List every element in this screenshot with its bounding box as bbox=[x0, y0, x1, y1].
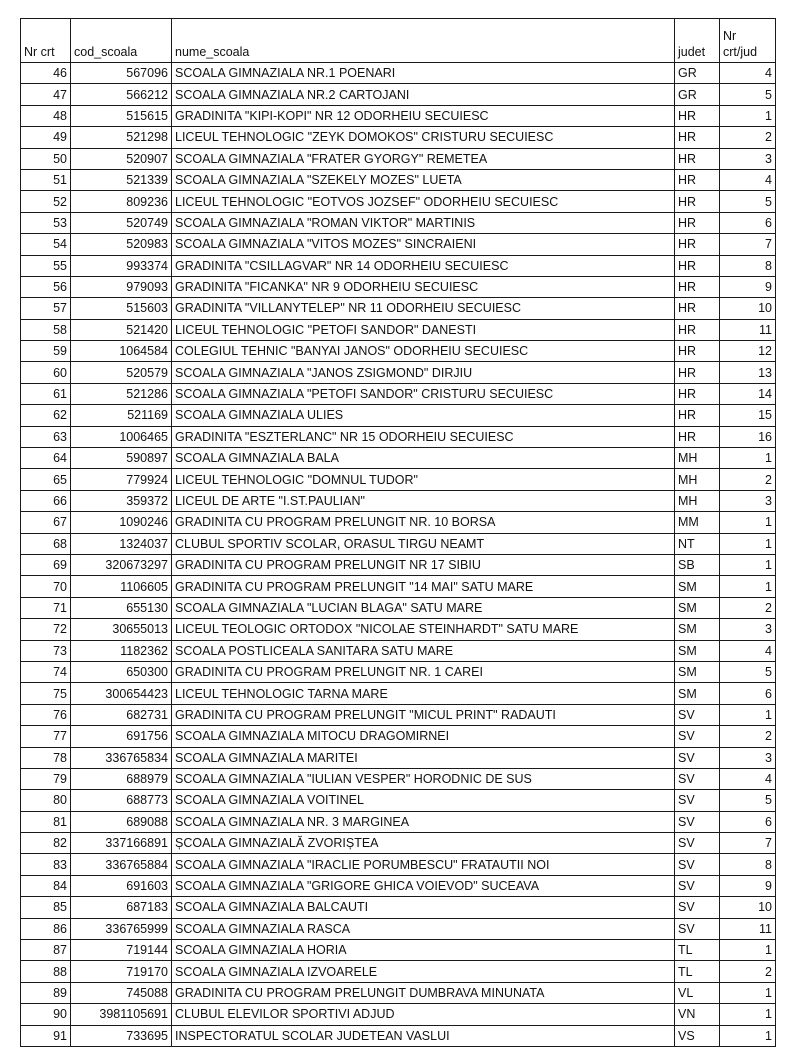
cell-nr-crt-jud: 1 bbox=[720, 704, 776, 725]
table-row bbox=[21, 1004, 776, 1025]
cell-cod-scoala: 691756 bbox=[71, 726, 172, 747]
table-row bbox=[21, 982, 776, 1003]
cell-judet: SM bbox=[675, 597, 720, 618]
cell-judet: NT bbox=[675, 533, 720, 554]
cell-judet: HR bbox=[675, 426, 720, 447]
cell-nume-scoala: SCOALA GIMNAZIALA NR.2 CARTOJANI bbox=[172, 84, 675, 105]
cell-nr-crt: 66 bbox=[21, 490, 71, 511]
cell-nr-crt: 60 bbox=[21, 362, 71, 383]
cell-judet: SV bbox=[675, 897, 720, 918]
cell-nume-scoala: LICEUL DE ARTE "I.ST.PAULIAN" bbox=[172, 490, 675, 511]
cell-nume-scoala: SCOALA GIMNAZIALA "IRACLIE PORUMBESCU" FRATAUTII NOI bbox=[172, 854, 675, 875]
table-row bbox=[21, 105, 776, 126]
header-cod-scoala: cod_scoala bbox=[71, 19, 172, 63]
cell-judet: HR bbox=[675, 105, 720, 126]
table-row bbox=[21, 918, 776, 939]
table-row bbox=[21, 63, 776, 84]
cell-cod-scoala: 520749 bbox=[71, 212, 172, 233]
cell-judet: SM bbox=[675, 576, 720, 597]
table-row bbox=[21, 234, 776, 255]
cell-nr-crt-jud: 4 bbox=[720, 768, 776, 789]
table-row bbox=[21, 1025, 776, 1046]
table-row bbox=[21, 768, 776, 789]
table-row bbox=[21, 533, 776, 554]
cell-nr-crt-jud: 2 bbox=[720, 469, 776, 490]
cell-cod-scoala: 745088 bbox=[71, 982, 172, 1003]
table-row bbox=[21, 640, 776, 661]
table-row bbox=[21, 554, 776, 575]
schools-table bbox=[20, 18, 776, 1047]
cell-nume-scoala: LICEUL TEHNOLOGIC "EOTVOS JOZSEF" ODORHEIU SECUIESC bbox=[172, 191, 675, 212]
cell-nume-scoala: GRADINITA "ESZTERLANC" NR 15 ODORHEIU SECUIESC bbox=[172, 426, 675, 447]
cell-nr-crt: 79 bbox=[21, 768, 71, 789]
cell-cod-scoala: 655130 bbox=[71, 597, 172, 618]
table-row bbox=[21, 212, 776, 233]
cell-cod-scoala: 687183 bbox=[71, 897, 172, 918]
cell-cod-scoala: 1064584 bbox=[71, 341, 172, 362]
cell-nume-scoala: SCOALA GIMNAZIALA ULIES bbox=[172, 405, 675, 426]
cell-nr-crt: 64 bbox=[21, 448, 71, 469]
cell-nr-crt: 76 bbox=[21, 704, 71, 725]
cell-nr-crt-jud: 1 bbox=[720, 982, 776, 1003]
cell-nr-crt: 73 bbox=[21, 640, 71, 661]
header-nr-crt: Nr crt bbox=[21, 19, 71, 63]
table-row bbox=[21, 747, 776, 768]
cell-nume-scoala: SCOALA GIMNAZIALA VOITINEL bbox=[172, 790, 675, 811]
cell-nr-crt: 47 bbox=[21, 84, 71, 105]
cell-nr-crt: 88 bbox=[21, 961, 71, 982]
cell-nume-scoala: SCOALA GIMNAZIALA NR.1 POENARI bbox=[172, 63, 675, 84]
cell-nr-crt: 85 bbox=[21, 897, 71, 918]
cell-judet: SB bbox=[675, 554, 720, 575]
cell-nume-scoala: ȘCOALA GIMNAZIALĂ ZVORIȘTEA bbox=[172, 833, 675, 854]
cell-nr-crt-jud: 5 bbox=[720, 661, 776, 682]
cell-cod-scoala: 336765834 bbox=[71, 747, 172, 768]
cell-nume-scoala: SCOALA GIMNAZIALA "FRATER GYORGY" REMETEA bbox=[172, 148, 675, 169]
cell-nr-crt-jud: 7 bbox=[720, 234, 776, 255]
cell-cod-scoala: 515603 bbox=[71, 298, 172, 319]
cell-judet: HR bbox=[675, 362, 720, 383]
cell-judet: HR bbox=[675, 169, 720, 190]
cell-nr-crt-jud: 10 bbox=[720, 298, 776, 319]
cell-nr-crt-jud: 1 bbox=[720, 576, 776, 597]
cell-cod-scoala: 689088 bbox=[71, 811, 172, 832]
cell-judet: HR bbox=[675, 255, 720, 276]
cell-nr-crt: 46 bbox=[21, 63, 71, 84]
cell-nr-crt-jud: 5 bbox=[720, 191, 776, 212]
cell-nr-crt-jud: 10 bbox=[720, 897, 776, 918]
cell-cod-scoala: 993374 bbox=[71, 255, 172, 276]
cell-judet: VN bbox=[675, 1004, 720, 1025]
cell-nume-scoala: LICEUL TEOLOGIC ORTODOX "NICOLAE STEINHARDT" SATU MARE bbox=[172, 619, 675, 640]
cell-nr-crt: 78 bbox=[21, 747, 71, 768]
cell-judet: SM bbox=[675, 661, 720, 682]
table-row bbox=[21, 961, 776, 982]
cell-nr-crt: 53 bbox=[21, 212, 71, 233]
cell-judet: VS bbox=[675, 1025, 720, 1046]
cell-nume-scoala: SCOALA GIMNAZIALA MITOCU DRAGOMIRNEI bbox=[172, 726, 675, 747]
cell-nr-crt: 68 bbox=[21, 533, 71, 554]
cell-nr-crt-jud: 1 bbox=[720, 1025, 776, 1046]
table-row bbox=[21, 255, 776, 276]
header-judet: judet bbox=[675, 19, 720, 63]
cell-nr-crt-jud: 11 bbox=[720, 918, 776, 939]
cell-nr-crt-jud: 5 bbox=[720, 790, 776, 811]
cell-nr-crt-jud: 6 bbox=[720, 683, 776, 704]
cell-nr-crt: 82 bbox=[21, 833, 71, 854]
cell-nr-crt: 87 bbox=[21, 940, 71, 961]
table-row bbox=[21, 319, 776, 340]
cell-judet: SV bbox=[675, 726, 720, 747]
cell-cod-scoala: 521298 bbox=[71, 127, 172, 148]
table-row bbox=[21, 683, 776, 704]
cell-nume-scoala: SCOALA GIMNAZIALA "JANOS ZSIGMOND" DIRJIU bbox=[172, 362, 675, 383]
cell-judet: HR bbox=[675, 212, 720, 233]
cell-nume-scoala: LICEUL TEHNOLOGIC "ZEYK DOMOKOS" CRISTURU SECUIESC bbox=[172, 127, 675, 148]
cell-nr-crt-jud: 3 bbox=[720, 148, 776, 169]
cell-nr-crt-jud: 1 bbox=[720, 512, 776, 533]
cell-nume-scoala: GRADINITA CU PROGRAM PRELUNGIT NR. 10 BORSA bbox=[172, 512, 675, 533]
cell-nume-scoala: LICEUL TEHNOLOGIC TARNA MARE bbox=[172, 683, 675, 704]
cell-nr-crt: 58 bbox=[21, 319, 71, 340]
cell-nr-crt-jud: 2 bbox=[720, 127, 776, 148]
cell-judet: HR bbox=[675, 319, 720, 340]
table-row bbox=[21, 426, 776, 447]
cell-nume-scoala: SCOALA GIMNAZIALA IZVOARELE bbox=[172, 961, 675, 982]
cell-nume-scoala: SCOALA GIMNAZIALA RASCA bbox=[172, 918, 675, 939]
cell-nr-crt-jud: 3 bbox=[720, 490, 776, 511]
cell-nume-scoala: INSPECTORATUL SCOLAR JUDETEAN VASLUI bbox=[172, 1025, 675, 1046]
table-row bbox=[21, 875, 776, 896]
cell-nume-scoala: SCOALA GIMNAZIALA NR. 3 MARGINEA bbox=[172, 811, 675, 832]
table-row bbox=[21, 854, 776, 875]
cell-nr-crt: 77 bbox=[21, 726, 71, 747]
cell-nr-crt: 50 bbox=[21, 148, 71, 169]
cell-cod-scoala: 521286 bbox=[71, 383, 172, 404]
table-row bbox=[21, 490, 776, 511]
table-row bbox=[21, 661, 776, 682]
table-row bbox=[21, 897, 776, 918]
cell-cod-scoala: 779924 bbox=[71, 469, 172, 490]
table-row bbox=[21, 811, 776, 832]
cell-nume-scoala: SCOALA GIMNAZIALA "PETOFI SANDOR" CRISTURU SECUIESC bbox=[172, 383, 675, 404]
cell-nr-crt: 54 bbox=[21, 234, 71, 255]
cell-nume-scoala: SCOALA GIMNAZIALA "GRIGORE GHICA VOIEVOD" SUCEAVA bbox=[172, 875, 675, 896]
table-row bbox=[21, 619, 776, 640]
cell-cod-scoala: 590897 bbox=[71, 448, 172, 469]
cell-nume-scoala: SCOALA GIMNAZIALA "LUCIAN BLAGA" SATU MARE bbox=[172, 597, 675, 618]
cell-cod-scoala: 30655013 bbox=[71, 619, 172, 640]
cell-judet: HR bbox=[675, 191, 720, 212]
cell-nr-crt: 91 bbox=[21, 1025, 71, 1046]
cell-nr-crt-jud: 3 bbox=[720, 747, 776, 768]
table-row bbox=[21, 576, 776, 597]
cell-nr-crt-jud: 9 bbox=[720, 875, 776, 896]
cell-nr-crt: 83 bbox=[21, 854, 71, 875]
cell-nume-scoala: CLUBUL SPORTIV SCOLAR, ORASUL TIRGU NEAMT bbox=[172, 533, 675, 554]
cell-cod-scoala: 688979 bbox=[71, 768, 172, 789]
cell-nr-crt-jud: 15 bbox=[720, 405, 776, 426]
cell-judet: MM bbox=[675, 512, 720, 533]
cell-cod-scoala: 336765884 bbox=[71, 854, 172, 875]
cell-judet: MH bbox=[675, 490, 720, 511]
cell-nume-scoala: LICEUL TEHNOLOGIC "DOMNUL TUDOR" bbox=[172, 469, 675, 490]
cell-nr-crt: 71 bbox=[21, 597, 71, 618]
cell-nr-crt-jud: 2 bbox=[720, 961, 776, 982]
table-row bbox=[21, 833, 776, 854]
cell-nr-crt-jud: 5 bbox=[720, 84, 776, 105]
cell-judet: HR bbox=[675, 383, 720, 404]
cell-nr-crt: 63 bbox=[21, 426, 71, 447]
cell-judet: SV bbox=[675, 790, 720, 811]
cell-judet: HR bbox=[675, 148, 720, 169]
cell-nume-scoala: SCOALA GIMNAZIALA BALCAUTI bbox=[172, 897, 675, 918]
cell-nume-scoala: LICEUL TEHNOLOGIC "PETOFI SANDOR" DANESTI bbox=[172, 319, 675, 340]
cell-nume-scoala: SCOALA GIMNAZIALA "ROMAN VIKTOR" MARTINIS bbox=[172, 212, 675, 233]
cell-cod-scoala: 1182362 bbox=[71, 640, 172, 661]
cell-judet: TL bbox=[675, 961, 720, 982]
cell-nr-crt: 67 bbox=[21, 512, 71, 533]
cell-cod-scoala: 719170 bbox=[71, 961, 172, 982]
header-nume-scoala: nume_scoala bbox=[172, 19, 675, 63]
cell-nume-scoala: GRADINITA CU PROGRAM PRELUNGIT NR 17 SIBIU bbox=[172, 554, 675, 575]
cell-cod-scoala: 1090246 bbox=[71, 512, 172, 533]
cell-nr-crt-jud: 16 bbox=[720, 426, 776, 447]
cell-cod-scoala: 1006465 bbox=[71, 426, 172, 447]
cell-cod-scoala: 1324037 bbox=[71, 533, 172, 554]
cell-cod-scoala: 515615 bbox=[71, 105, 172, 126]
table-row bbox=[21, 597, 776, 618]
cell-nr-crt-jud: 11 bbox=[720, 319, 776, 340]
cell-judet: HR bbox=[675, 341, 720, 362]
cell-nr-crt-jud: 2 bbox=[720, 726, 776, 747]
cell-nume-scoala: SCOALA GIMNAZIALA "VITOS MOZES" SINCRAIENI bbox=[172, 234, 675, 255]
cell-judet: SV bbox=[675, 747, 720, 768]
cell-cod-scoala: 300654423 bbox=[71, 683, 172, 704]
header-row bbox=[21, 19, 776, 63]
cell-judet: VL bbox=[675, 982, 720, 1003]
cell-judet: SV bbox=[675, 833, 720, 854]
cell-cod-scoala: 520579 bbox=[71, 362, 172, 383]
cell-cod-scoala: 688773 bbox=[71, 790, 172, 811]
cell-nr-crt: 57 bbox=[21, 298, 71, 319]
cell-nr-crt: 80 bbox=[21, 790, 71, 811]
cell-nr-crt: 65 bbox=[21, 469, 71, 490]
cell-nume-scoala: SCOALA GIMNAZIALA MARITEI bbox=[172, 747, 675, 768]
cell-nr-crt: 48 bbox=[21, 105, 71, 126]
cell-judet: TL bbox=[675, 940, 720, 961]
table-row bbox=[21, 704, 776, 725]
cell-nr-crt: 90 bbox=[21, 1004, 71, 1025]
cell-cod-scoala: 336765999 bbox=[71, 918, 172, 939]
cell-judet: GR bbox=[675, 63, 720, 84]
cell-nr-crt: 69 bbox=[21, 554, 71, 575]
cell-judet: SM bbox=[675, 640, 720, 661]
cell-judet: HR bbox=[675, 298, 720, 319]
cell-cod-scoala: 1106605 bbox=[71, 576, 172, 597]
cell-nr-crt-jud: 6 bbox=[720, 212, 776, 233]
cell-cod-scoala: 733695 bbox=[71, 1025, 172, 1046]
cell-judet: HR bbox=[675, 405, 720, 426]
cell-nr-crt: 61 bbox=[21, 383, 71, 404]
cell-judet: MH bbox=[675, 448, 720, 469]
cell-nr-crt-jud: 7 bbox=[720, 833, 776, 854]
cell-judet: MH bbox=[675, 469, 720, 490]
cell-nume-scoala: GRADINITA CU PROGRAM PRELUNGIT NR. 1 CAREI bbox=[172, 661, 675, 682]
cell-judet: GR bbox=[675, 84, 720, 105]
cell-nr-crt-jud: 14 bbox=[720, 383, 776, 404]
cell-cod-scoala: 650300 bbox=[71, 661, 172, 682]
cell-nr-crt: 75 bbox=[21, 683, 71, 704]
cell-nume-scoala: GRADINITA CU PROGRAM PRELUNGIT "14 MAI" SATU MARE bbox=[172, 576, 675, 597]
table-body bbox=[21, 63, 776, 1047]
cell-nr-crt: 72 bbox=[21, 619, 71, 640]
cell-nume-scoala: SCOALA GIMNAZIALA "IULIAN VESPER" HORODNIC DE SUS bbox=[172, 768, 675, 789]
cell-nume-scoala: SCOALA POSTLICEALA SANITARA SATU MARE bbox=[172, 640, 675, 661]
cell-nr-crt-jud: 9 bbox=[720, 276, 776, 297]
cell-nr-crt-jud: 13 bbox=[720, 362, 776, 383]
table-row bbox=[21, 191, 776, 212]
cell-nr-crt-jud: 1 bbox=[720, 554, 776, 575]
cell-cod-scoala: 3981105691 bbox=[71, 1004, 172, 1025]
cell-judet: SM bbox=[675, 683, 720, 704]
table-row bbox=[21, 469, 776, 490]
cell-nr-crt-jud: 6 bbox=[720, 811, 776, 832]
table-row bbox=[21, 276, 776, 297]
table-row bbox=[21, 405, 776, 426]
table-row bbox=[21, 298, 776, 319]
cell-judet: HR bbox=[675, 234, 720, 255]
cell-nr-crt-jud: 1 bbox=[720, 533, 776, 554]
cell-nr-crt: 59 bbox=[21, 341, 71, 362]
cell-nr-crt-jud: 1 bbox=[720, 940, 776, 961]
cell-judet: SM bbox=[675, 619, 720, 640]
header-nr-crt-jud: Nr crt/jud bbox=[720, 19, 776, 63]
table-row bbox=[21, 940, 776, 961]
cell-cod-scoala: 719144 bbox=[71, 940, 172, 961]
cell-cod-scoala: 337166891 bbox=[71, 833, 172, 854]
cell-nume-scoala: GRADINITA "CSILLAGVAR" NR 14 ODORHEIU SECUIESC bbox=[172, 255, 675, 276]
cell-nr-crt-jud: 8 bbox=[720, 854, 776, 875]
cell-nr-crt-jud: 12 bbox=[720, 341, 776, 362]
cell-cod-scoala: 979093 bbox=[71, 276, 172, 297]
cell-judet: SV bbox=[675, 854, 720, 875]
table-row bbox=[21, 84, 776, 105]
cell-cod-scoala: 521169 bbox=[71, 405, 172, 426]
table-row bbox=[21, 169, 776, 190]
cell-nr-crt-jud: 1 bbox=[720, 448, 776, 469]
cell-nr-crt-jud: 3 bbox=[720, 619, 776, 640]
table-row bbox=[21, 448, 776, 469]
cell-nr-crt: 51 bbox=[21, 169, 71, 190]
cell-judet: SV bbox=[675, 704, 720, 725]
table-row bbox=[21, 383, 776, 404]
cell-nume-scoala: GRADINITA "KIPI-KOPI" NR 12 ODORHEIU SECUIESC bbox=[172, 105, 675, 126]
cell-nume-scoala: SCOALA GIMNAZIALA HORIA bbox=[172, 940, 675, 961]
cell-cod-scoala: 691603 bbox=[71, 875, 172, 896]
cell-nr-crt: 56 bbox=[21, 276, 71, 297]
cell-nume-scoala: CLUBUL ELEVILOR SPORTIVI ADJUD bbox=[172, 1004, 675, 1025]
cell-nr-crt-jud: 4 bbox=[720, 169, 776, 190]
cell-cod-scoala: 359372 bbox=[71, 490, 172, 511]
cell-cod-scoala: 521420 bbox=[71, 319, 172, 340]
table-row bbox=[21, 362, 776, 383]
cell-nr-crt: 89 bbox=[21, 982, 71, 1003]
cell-nume-scoala: GRADINITA "FICANKA" NR 9 ODORHEIU SECUIESC bbox=[172, 276, 675, 297]
cell-cod-scoala: 567096 bbox=[71, 63, 172, 84]
cell-nr-crt: 74 bbox=[21, 661, 71, 682]
cell-nr-crt-jud: 1 bbox=[720, 105, 776, 126]
cell-nr-crt: 62 bbox=[21, 405, 71, 426]
cell-cod-scoala: 809236 bbox=[71, 191, 172, 212]
cell-nr-crt-jud: 4 bbox=[720, 63, 776, 84]
cell-judet: SV bbox=[675, 875, 720, 896]
table-row bbox=[21, 790, 776, 811]
cell-judet: HR bbox=[675, 127, 720, 148]
cell-nr-crt-jud: 4 bbox=[720, 640, 776, 661]
cell-nr-crt-jud: 8 bbox=[720, 255, 776, 276]
cell-judet: SV bbox=[675, 768, 720, 789]
cell-judet: SV bbox=[675, 811, 720, 832]
table-row bbox=[21, 341, 776, 362]
cell-nr-crt: 70 bbox=[21, 576, 71, 597]
cell-nr-crt: 84 bbox=[21, 875, 71, 896]
cell-cod-scoala: 566212 bbox=[71, 84, 172, 105]
cell-nume-scoala: SCOALA GIMNAZIALA BALA bbox=[172, 448, 675, 469]
cell-nume-scoala: GRADINITA CU PROGRAM PRELUNGIT "MICUL PRINT" RADAUTI bbox=[172, 704, 675, 725]
cell-nr-crt: 81 bbox=[21, 811, 71, 832]
table-row bbox=[21, 726, 776, 747]
cell-cod-scoala: 682731 bbox=[71, 704, 172, 725]
table-row bbox=[21, 512, 776, 533]
table-row bbox=[21, 148, 776, 169]
cell-judet: HR bbox=[675, 276, 720, 297]
cell-nr-crt: 49 bbox=[21, 127, 71, 148]
cell-cod-scoala: 520983 bbox=[71, 234, 172, 255]
cell-nume-scoala: GRADINITA "VILLANYTELEP" NR 11 ODORHEIU SECUIESC bbox=[172, 298, 675, 319]
cell-nr-crt: 52 bbox=[21, 191, 71, 212]
cell-nume-scoala: COLEGIUL TEHNIC "BANYAI JANOS" ODORHEIU SECUIESC bbox=[172, 341, 675, 362]
cell-nr-crt-jud: 1 bbox=[720, 1004, 776, 1025]
table-row bbox=[21, 127, 776, 148]
cell-cod-scoala: 520907 bbox=[71, 148, 172, 169]
cell-cod-scoala: 521339 bbox=[71, 169, 172, 190]
cell-nr-crt-jud: 2 bbox=[720, 597, 776, 618]
cell-cod-scoala: 320673297 bbox=[71, 554, 172, 575]
cell-nr-crt: 55 bbox=[21, 255, 71, 276]
cell-judet: SV bbox=[675, 918, 720, 939]
cell-nume-scoala: SCOALA GIMNAZIALA "SZEKELY MOZES" LUETA bbox=[172, 169, 675, 190]
cell-nume-scoala: GRADINITA CU PROGRAM PRELUNGIT DUMBRAVA MINUNATA bbox=[172, 982, 675, 1003]
cell-nr-crt: 86 bbox=[21, 918, 71, 939]
